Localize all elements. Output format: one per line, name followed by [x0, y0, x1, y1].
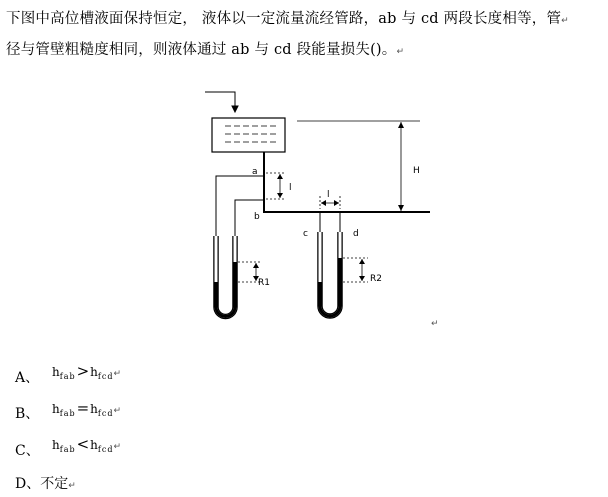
inlet-arrow	[205, 92, 238, 112]
option-c[interactable]	[15, 440, 51, 460]
option-a-formula: $h_{fab}>h_{fcd}↵$	[52, 362, 122, 381]
label-l-cd: l	[327, 190, 330, 200]
option-d-letter: D、	[15, 476, 41, 492]
label-a: a	[252, 167, 258, 177]
option-a-letter: A、	[15, 370, 40, 386]
label-R2: R2	[370, 274, 382, 284]
question-text-1: 下图中高位槽液面保持恒定， 液体以一定流量流经管路，ab 与 cd 两段长度相等，管	[6, 11, 562, 27]
manometer-2-taps	[320, 212, 340, 232]
label-R1: R1	[258, 278, 270, 288]
high-level-tank	[212, 118, 285, 152]
R2-dimension	[343, 258, 368, 282]
option-b[interactable]	[15, 403, 51, 423]
label-l-ab: l	[289, 183, 292, 193]
option-a[interactable]	[15, 367, 51, 387]
question-text-2: 径与管壁粗糙度相同，则液体通过 ab 与 cd 段能量损失()。	[6, 42, 397, 58]
relation-symbol: >	[76, 362, 90, 380]
return-mark: ↵	[396, 47, 405, 57]
option-d-text: 不定	[40, 476, 69, 492]
pipe-line	[264, 152, 430, 212]
ab-length-dimension	[266, 173, 286, 199]
manometer-1-taps	[216, 176, 264, 236]
option-b-letter: B、	[15, 406, 40, 422]
manometer-2	[320, 232, 340, 316]
label-c: c	[303, 229, 308, 239]
label-b: b	[254, 212, 260, 222]
return-mark: ↵	[561, 16, 569, 26]
manometer-1	[216, 236, 235, 317]
relation-symbol: <	[76, 435, 90, 453]
option-c-formula: $h_{fab}<h_{fcd}↵$	[52, 435, 122, 454]
cd-length-dimension	[320, 196, 340, 209]
height-dimension	[297, 121, 420, 211]
relation-symbol: =	[76, 399, 90, 417]
option-d[interactable]: D、不定↵	[15, 476, 76, 492]
option-c-letter: C、	[15, 443, 40, 459]
option-b-formula: $h_{fab}=h_{fcd}↵$	[52, 399, 122, 418]
figure-return-mark: ↵	[431, 319, 439, 329]
label-H: H	[413, 166, 420, 176]
label-d: d	[353, 229, 359, 239]
